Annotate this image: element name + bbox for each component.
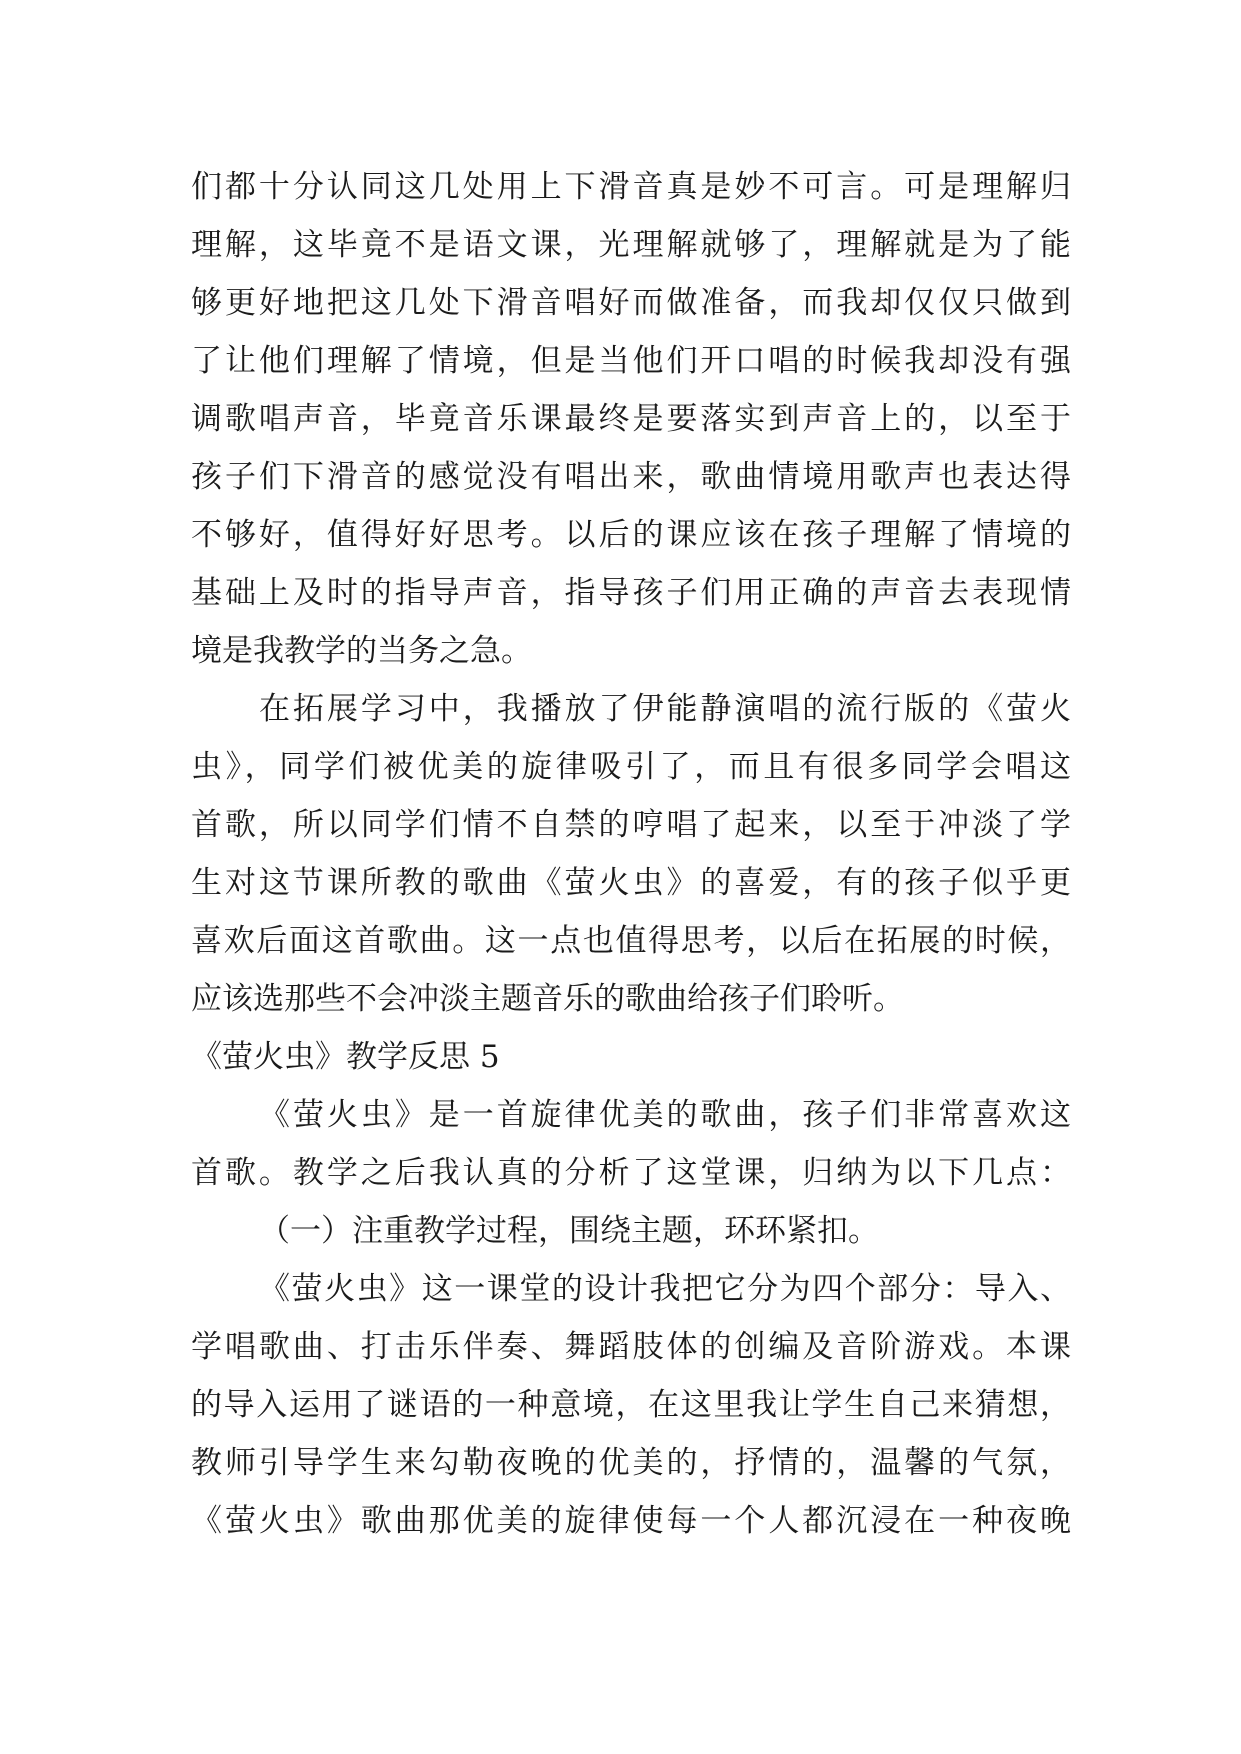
text-line: 《萤火虫》这一课堂的设计我把它分为四个部分：导入、 — [259, 1271, 1071, 1307]
text-line: 在拓展学习中，我播放了伊能静演唱的流行版的《萤火 — [259, 691, 1071, 727]
text-line: 首歌，所以同学们情不自禁的哼唱了起来，以至于冲淡了学 — [191, 807, 1071, 843]
section-heading: 《萤火虫》教学反思 5 — [191, 1039, 500, 1075]
text-line: 《萤火虫》歌曲那优美的旋律使每一个人都沉浸在一种夜晚 — [191, 1503, 1071, 1539]
text-line: 生对这节课所教的歌曲《萤火虫》的喜爱，有的孩子似乎更 — [191, 865, 1071, 901]
text-line: 学唱歌曲、打击乐伴奏、舞蹈肢体的创编及音阶游戏。本课 — [191, 1329, 1071, 1365]
text-line: 了让他们理解了情境，但是当他们开口唱的时候我却没有强 — [191, 343, 1071, 379]
text-line: 孩子们下滑音的感觉没有唱出来，歌曲情境用歌声也表达得 — [191, 459, 1071, 495]
text-line: 们都十分认同这几处用上下滑音真是妙不可言。可是理解归 — [191, 169, 1071, 205]
text-line: 首歌。教学之后我认真的分析了这堂课，归纳为以下几点： — [191, 1155, 1071, 1191]
text-line: 调歌唱声音，毕竟音乐课最终是要落实到声音上的，以至于 — [191, 401, 1071, 437]
text-line: （一）注重教学过程，围绕主题，环环紧扣。 — [259, 1213, 879, 1249]
text-line: 基础上及时的指导声音，指导孩子们用正确的声音去表现情 — [191, 575, 1071, 611]
text-line: 教师引导学生来勾勒夜晚的优美的，抒情的，温馨的气氛， — [191, 1445, 1071, 1481]
text-line: 应该选那些不会冲淡主题音乐的歌曲给孩子们聆听。 — [191, 981, 904, 1017]
text-line: 虫》，同学们被优美的旋律吸引了，而且有很多同学会唱这 — [191, 749, 1071, 785]
text-line: 理解，这毕竟不是语文课，光理解就够了，理解就是为了能 — [191, 227, 1071, 263]
text-line: 的导入运用了谜语的一种意境，在这里我让学生自己来猜想， — [191, 1387, 1071, 1423]
text-line: 境是我教学的当务之急。 — [191, 633, 532, 669]
text-line: 喜欢后面这首歌曲。这一点也值得思考，以后在拓展的时候， — [191, 923, 1071, 959]
text-line: 不够好，值得好好思考。以后的课应该在孩子理解了情境的 — [191, 517, 1071, 553]
text-line: 够更好地把这几处下滑音唱好而做准备，而我却仅仅只做到 — [191, 285, 1071, 321]
text-line: 《萤火虫》是一首旋律优美的歌曲，孩子们非常喜欢这 — [259, 1097, 1071, 1133]
